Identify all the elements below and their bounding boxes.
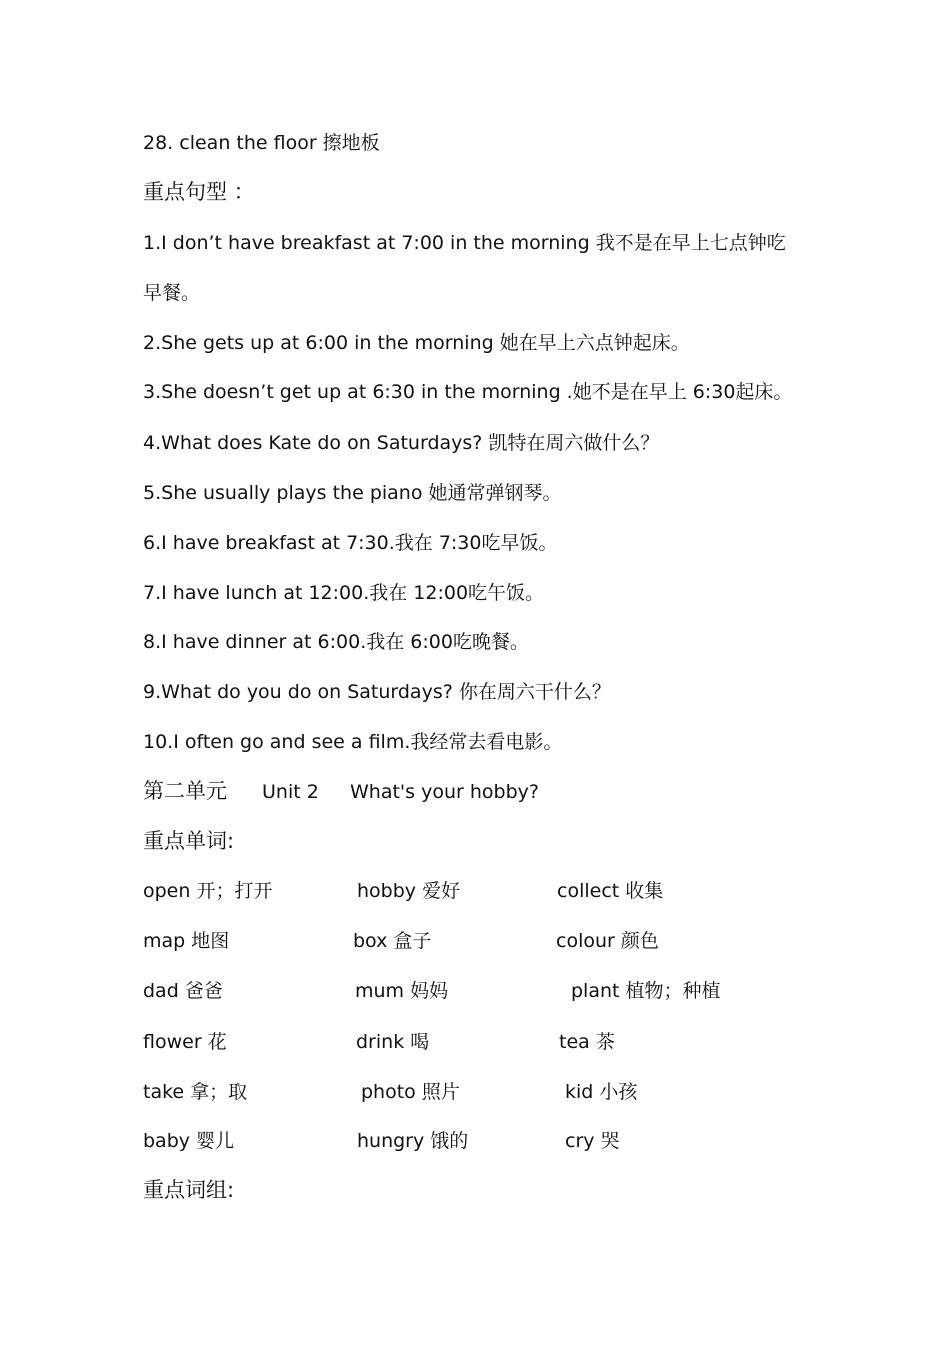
vocab-word: mum 妈妈 xyxy=(355,980,449,1002)
sentence-1: 1.I don’t have breakfast at 7:00 in the morning 我不是在早上七点钟吃 xyxy=(143,232,786,254)
phrase-item-28: 28. clean the floor 擦地板 xyxy=(143,132,380,154)
vocab-word: drink 喝 xyxy=(356,1031,430,1053)
sentence-7: 7.I have lunch at 12:00.我在 12:00吃午饭。 xyxy=(143,582,545,604)
vocab-word: dad 爸爸 xyxy=(143,980,223,1002)
words-heading: 重点单词: xyxy=(143,829,235,853)
vocab-word: photo 照片 xyxy=(361,1081,460,1103)
vocab-word: take 拿；取 xyxy=(143,1081,248,1103)
vocab-word: hobby 爱好 xyxy=(357,880,461,902)
vocab-word: collect 收集 xyxy=(557,880,664,902)
sentence-5: 5.She usually plays the piano 她通常弹钢琴。 xyxy=(143,482,562,504)
vocab-word: flower 花 xyxy=(143,1031,227,1053)
vocab-row xyxy=(0,929,950,953)
vocab-word: baby 婴儿 xyxy=(143,1130,235,1152)
sentence-1-continued: 早餐。 xyxy=(143,282,201,304)
vocab-row xyxy=(0,1030,950,1054)
sentences-heading: 重点句型 ： xyxy=(143,180,255,204)
sentence-9: 9.What do you do on Saturdays? 你在周六干什么？ xyxy=(143,681,611,703)
vocab-row xyxy=(0,1129,950,1153)
vocab-word: map 地图 xyxy=(143,930,230,952)
vocab-word: cry 哭 xyxy=(565,1130,620,1152)
vocab-word: open 开；打开 xyxy=(143,880,273,902)
unit-chinese: 第二单元 xyxy=(143,779,227,803)
vocab-word: plant 植物；种植 xyxy=(571,980,721,1002)
sentence-10: 10.I often go and see a film.我经常去看电影。 xyxy=(143,731,563,753)
sentence-3: 3.She doesn’t get up at 6:30 in the morning .她不是在早上 6:30起床。 xyxy=(143,381,793,403)
sentence-4: 4.What does Kate do on Saturdays? 凯特在周六做什么？ xyxy=(143,432,660,454)
sentence-2: 2.She gets up at 6:00 in the morning 她在早上六点钟起床。 xyxy=(143,332,690,354)
vocab-word: kid 小孩 xyxy=(565,1081,638,1103)
unit-heading xyxy=(143,779,539,804)
vocab-word: hungry 饿的 xyxy=(357,1130,469,1152)
phrases-heading: 重点词组: xyxy=(143,1178,235,1202)
vocab-row xyxy=(0,879,950,903)
vocab-row xyxy=(0,979,950,1003)
sentence-6: 6.I have breakfast at 7:30.我在 7:30吃早饭。 xyxy=(143,532,558,554)
vocab-word: colour 颜色 xyxy=(556,930,659,952)
vocab-word: tea 茶 xyxy=(559,1031,615,1053)
vocab-row xyxy=(0,1080,950,1104)
unit-title: What's your hobby? xyxy=(350,781,539,803)
sentence-8: 8.I have dinner at 6:00.我在 6:00吃晚餐。 xyxy=(143,631,529,653)
unit-number: Unit 2 xyxy=(262,781,319,803)
vocab-word: box 盒子 xyxy=(353,930,432,952)
